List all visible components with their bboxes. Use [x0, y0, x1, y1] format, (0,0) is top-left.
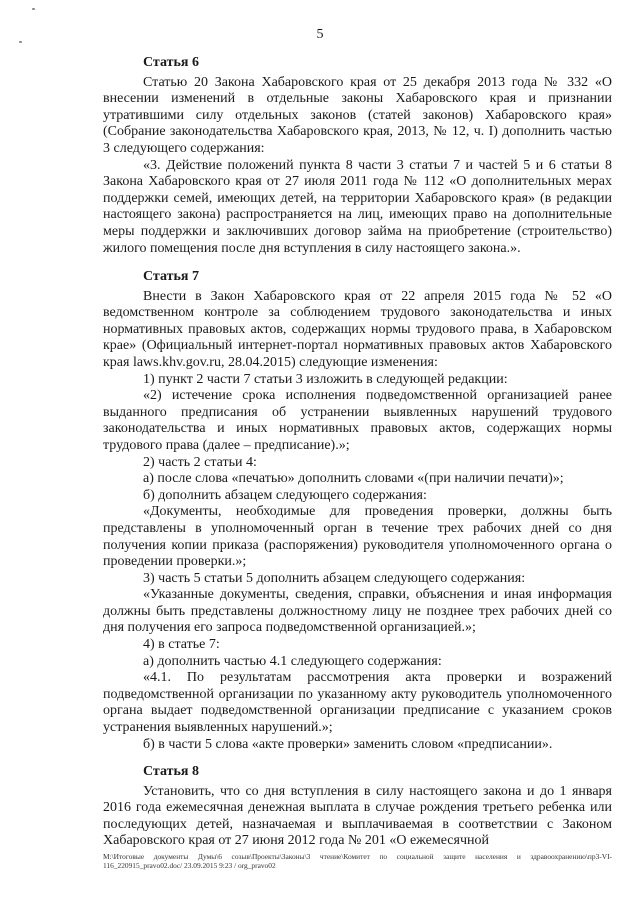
article-7-heading: Статья 7	[143, 269, 199, 284]
article-6-paragraph: «3. Действие положений пункта 8 части 3 статьи 7 и частей 5 и 6 статьи 8 Закона Хабаровского края от 27 июля 2011 года № 112 «О дополнительных мерах поддержки семей, имеющих детей, на территории Хабаровского края» (в редакции настоящего закона) распространяется на лиц, имеющих право на дополнительные меры поддержки и заключивших договор займа на приобретение (строительство) жилого помещения после дня вступления в силу настоящего закона.».	[103, 157, 612, 256]
article-7-paragraph: 1) пункт 2 части 7 статьи 3 изложить в следующей редакции:	[143, 371, 508, 387]
article-7-paragraph: «2) истечение срока исполнения подведомственной организацией ранее выданного предписания об устранении выявленных нарушений трудового законодательства и иных нормативных правовых актов, содержащих нормы трудового права (далее – предписание).»;	[103, 388, 612, 453]
article-7-paragraph: 3) часть 5 статьи 5 дополнить абзацем следующего содержания:	[143, 570, 526, 586]
article-7-paragraph: б) дополнить абзацем следующего содержания:	[143, 487, 427, 503]
page-number: 5	[316, 27, 324, 42]
article-7-paragraph: «4.1. По результатам рассмотрения акта проверки и возражений подведомственной организации по указанному акту руководитель уполномоченного органа выдает подведомственной организации предписание с указанием сроков устранения выявленных нарушений.»;	[103, 670, 612, 736]
article-8	[103, 764, 612, 850]
article-8-paragraph: Установить, что со дня вступления в силу настоящего закона и до 1 января 2016 года ежемесячная денежная выплата в случае рождения третьего ребенка или последующих детей, назначаемая и выплачиваемая в соответствии с Законом Хабаровского края от 27 июня 2012 года № 201 «О ежемесячной	[103, 783, 612, 849]
article-7-paragraph: а) дополнить частью 4.1 следующего содержания:	[143, 653, 442, 669]
article-7-paragraph: а) после слова «печатью» дополнить словами «(при наличии печати)»;	[143, 471, 564, 487]
file-path-footer: M:\Итоговые документы Думы\6 созыв\Проекты\Законы\3 чтение\Комитет по социальной защите населения и здравоохранению\пр3-VI-116_220915_pravo02.doc/ 23.09.2015 9:23 / org_pravo02	[103, 852, 612, 870]
article-7-paragraph: «Указанные документы, сведения, справки, объяснения и иная информация должны быть представлены должностному лицу не позднее трех рабочих дней со дня получения его запроса подведомственной организацией.»;	[103, 587, 612, 636]
article-7-paragraph: 2) часть 2 статьи 4:	[143, 454, 257, 470]
scan-speck	[32, 8, 35, 10]
article-8-heading: Статья 8	[143, 764, 199, 779]
article-7-paragraph: б) в части 5 слова «акте проверки» заменить словом «предписании».	[143, 736, 553, 752]
article-7-paragraph: Внести в Закон Хабаровского края от 22 апреля 2015 года № 52 «О ведомственном контроле за соблюдением трудового законодательства и иных нормативных правовых актов, содержащих нормы трудового права, в Хабаровском крае» (Официальный интернет-портал нормативных правовых актов Хабаровского края laws.khv.gov.ru, 28.04.2015) следующие изменения:	[103, 288, 612, 370]
article-7-paragraph: 4) в статье 7:	[143, 637, 220, 653]
article-6-heading: Статья 6	[143, 55, 199, 70]
article-6	[103, 55, 612, 257]
article-7-paragraph: «Документы, необходимые для проведения проверки, должны быть представлены в уполномоченный орган в течение трех рабочих дней со дня получения копии приказа (распоряжения) руководителя уполномоченного органа о проведении проверки.»;	[103, 504, 612, 570]
article-7	[103, 269, 612, 753]
article-6-paragraph: Статью 20 Закона Хабаровского края от 25 декабря 2013 года № 332 «О внесении изменений в отдельные законы Хабаровского края и признании утратившими силу отдельных законов (статей законов) Хабаровского края» (Собрание законодательства Хабаровского края, 2013, № 12, ч. I) дополнить частью 3 следующего содержания:	[103, 74, 612, 156]
